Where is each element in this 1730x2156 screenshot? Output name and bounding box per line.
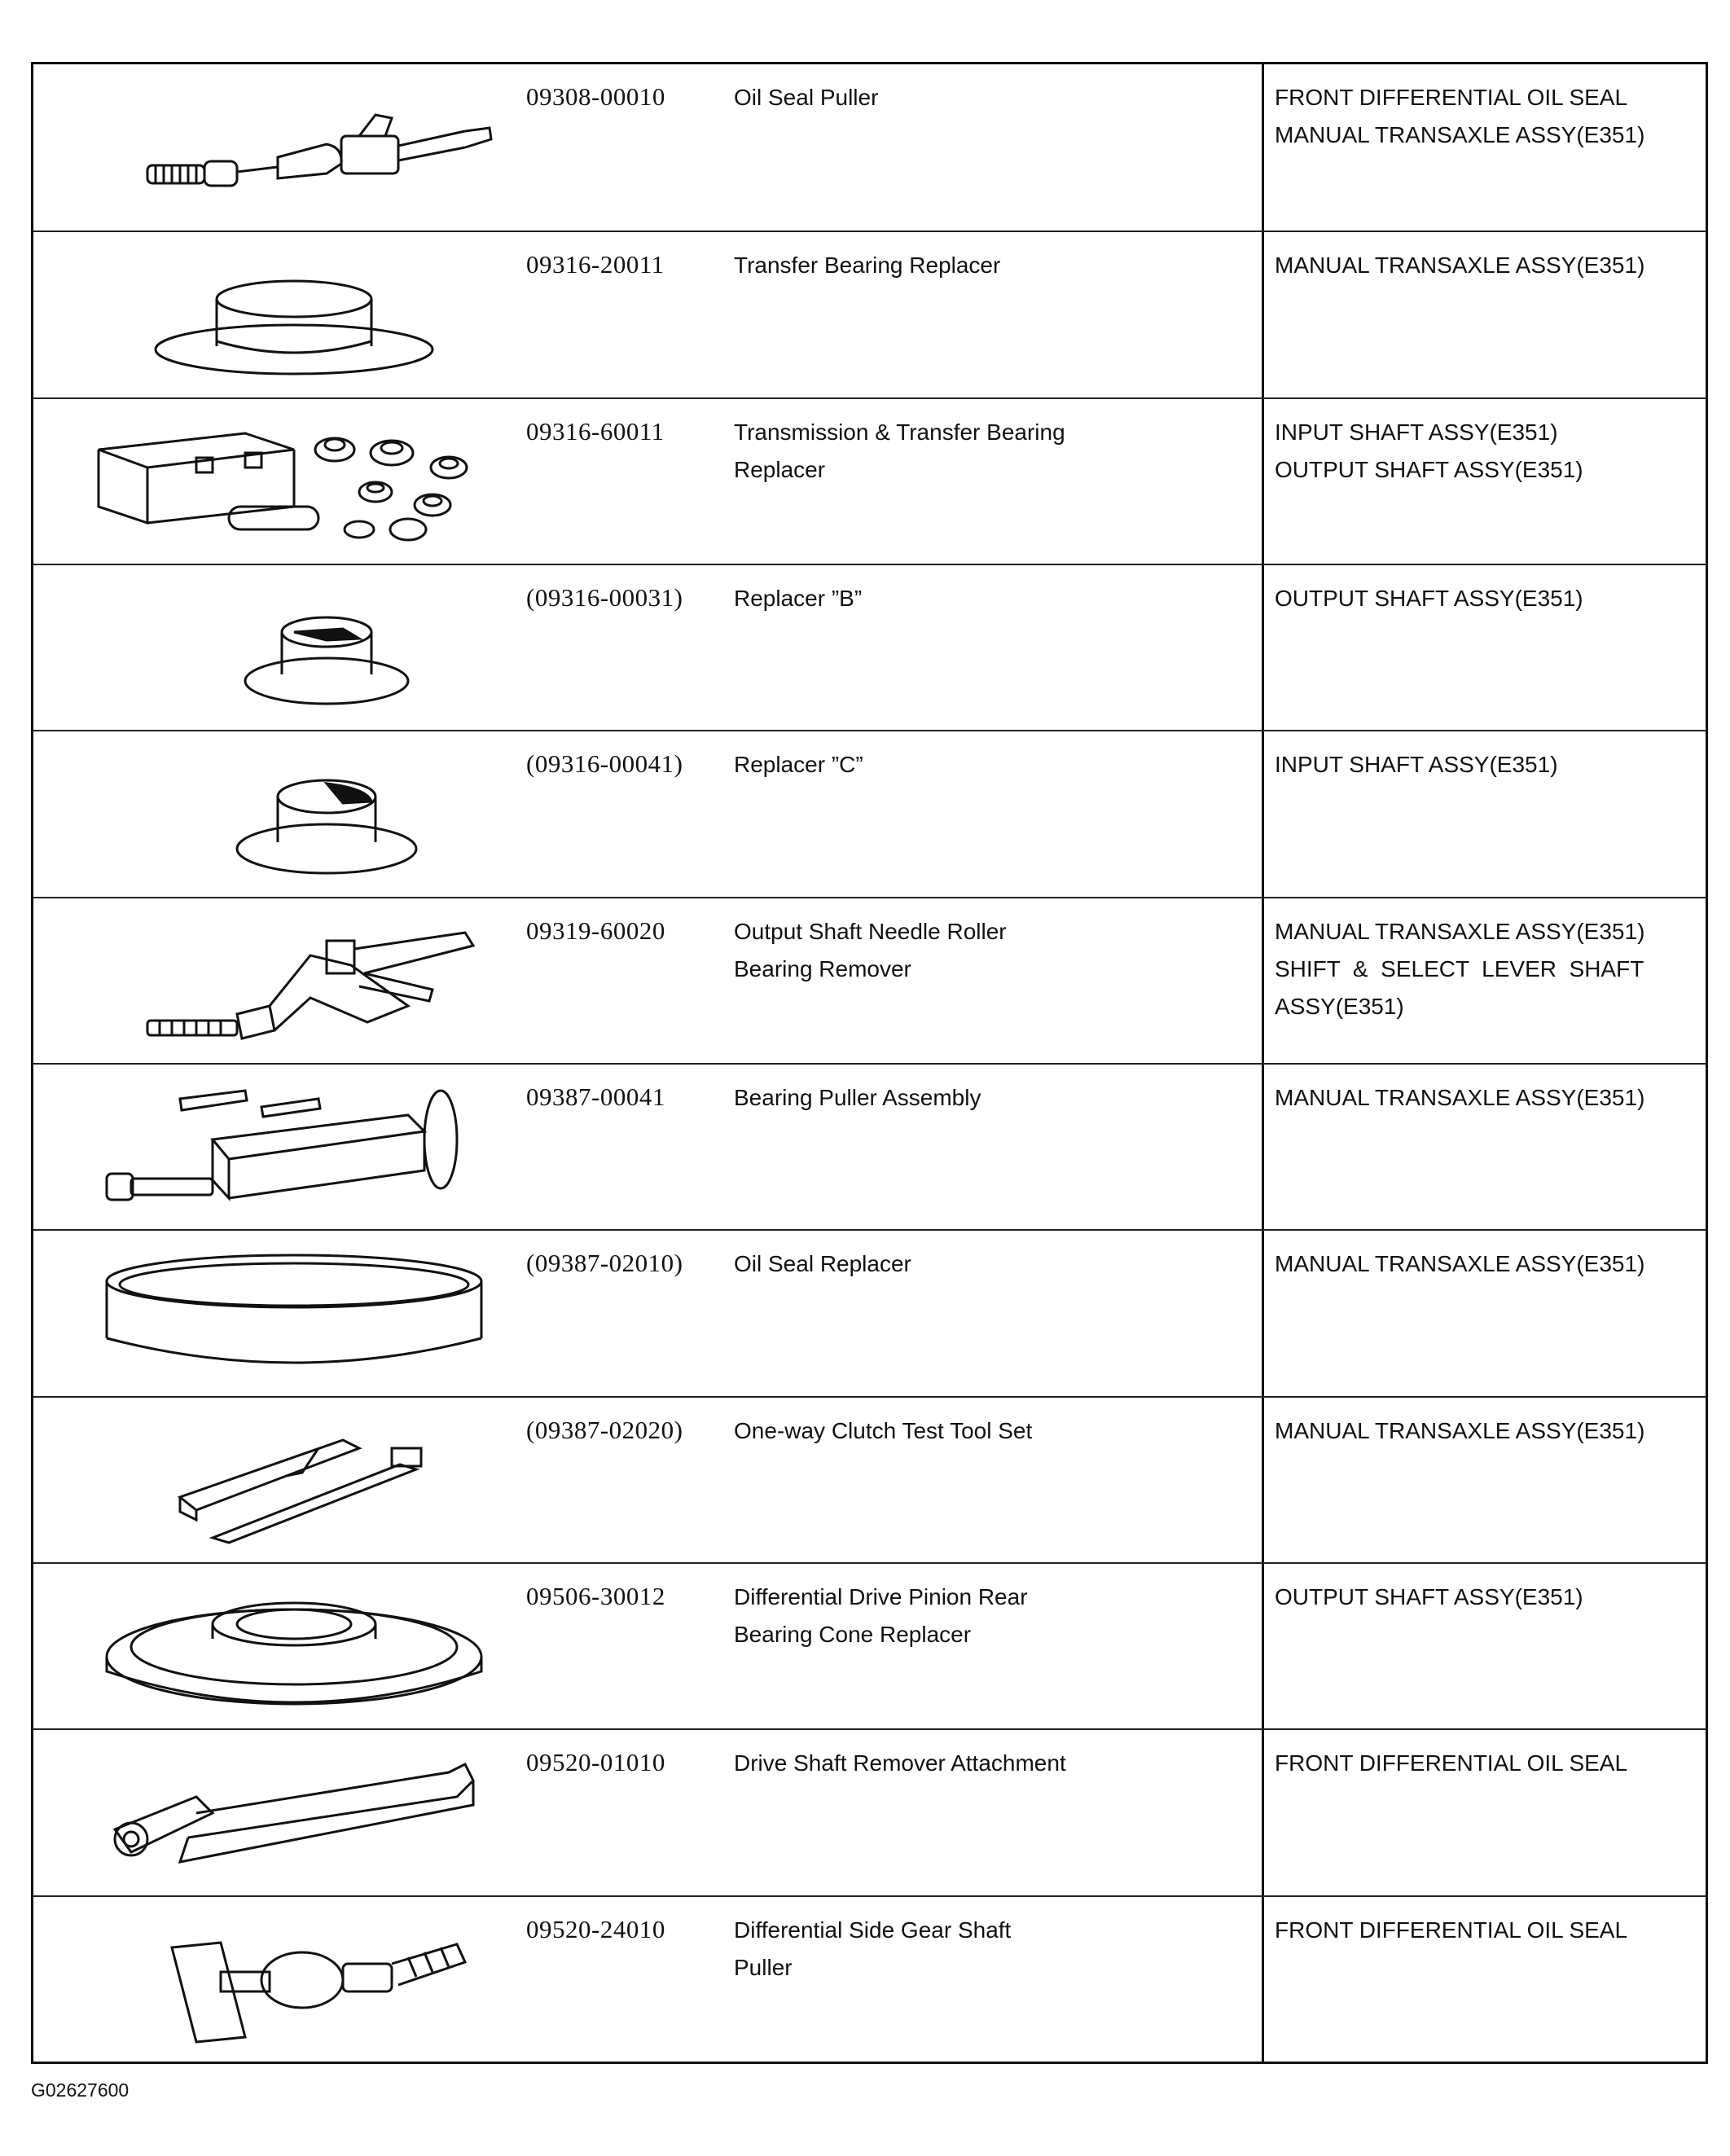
part-name [734,1745,1239,1782]
tool-row [33,1396,1706,1562]
usage-section [1275,746,1698,784]
part-name-line: Bearing Remover [734,955,911,981]
part-number: 09316-20011 [526,250,665,279]
part-name-line: Replacer ”C” [734,752,863,778]
side-gear-shaft-puller-icon [82,1915,506,2045]
part-name-line: Replacer [734,456,826,482]
usage-section [1275,1912,1698,1949]
tool-row [33,397,1706,564]
usage-line: OUTPUT SHAFT ASSY(E351) [1275,586,1583,611]
usage-line: FRONT DIFFERENTIAL OIL SEAL [1275,85,1628,110]
tool-row [33,730,1706,896]
tool-row [33,1063,1706,1229]
tool-row [33,231,1706,397]
usage-section [1275,580,1698,617]
part-name [734,79,1239,116]
usage-section [1275,1079,1698,1117]
usage-section [1275,1579,1698,1616]
clutch-test-tool-icon [82,1416,506,1546]
usage-section [1275,79,1698,154]
part-number: 09319-60020 [526,916,665,945]
part-name-line: Differential Side Gear Shaft [734,1917,1012,1943]
part-number: 09520-01010 [526,1748,665,1777]
usage-section [1275,1412,1698,1450]
part-number: 09520-24010 [526,1914,665,1943]
usage-line: FRONT DIFFERENTIAL OIL SEAL [1275,1917,1628,1943]
tool-row [33,1728,1706,1895]
needle-bearing-remover-icon [82,916,506,1047]
bearing-cone-replacer-icon [82,1582,506,1712]
oil-seal-puller-icon [82,82,506,213]
part-name-line: Drive Shaft Remover Attachment [734,1750,1066,1776]
part-name [734,414,1239,489]
usage-section [1275,1245,1698,1283]
part-number: (09316-00041) [526,749,683,779]
usage-line: OUTPUT SHAFT ASSY(E351) [1275,1584,1583,1609]
part-name [734,913,1239,988]
part-number: (09387-02020) [526,1415,683,1444]
usage-section [1275,414,1698,489]
part-number: (09316-00031) [526,583,683,612]
usage-section [1275,247,1698,284]
replacer-c-icon [82,749,506,880]
special-service-tools-table [31,62,1708,2064]
part-name-line: Differential Drive Pinion Rear [734,1584,1028,1609]
part-number: 09308-00010 [526,82,665,111]
oil-seal-replacer-icon [82,1249,506,1379]
tool-row [33,897,1706,1063]
part-name-line: Replacer ”B” [734,586,863,611]
tool-row [33,1895,1706,2062]
part-name [734,1079,1239,1117]
part-name-line: One-way Clutch Test Tool Set [734,1417,1033,1443]
replacer-b-icon [82,583,506,714]
part-name-line: Oil Seal Replacer [734,1251,911,1277]
part-name [734,247,1239,284]
tool-row [33,1562,1706,1728]
replacer-set-icon [82,417,506,547]
usage-line: MANUAL TRANSAXLE ASSY(E351) [1275,122,1645,147]
bearing-puller-icon [82,1082,506,1213]
usage-line: OUTPUT SHAFT ASSY(E351) [1275,456,1583,482]
tool-row [33,564,1706,730]
usage-line: MANUAL TRANSAXLE ASSY(E351) [1275,1251,1645,1277]
figure-id: G02627600 [31,2079,130,2101]
usage-line: MANUAL TRANSAXLE ASSY(E351) [1275,1085,1645,1110]
usage-line: INPUT SHAFT ASSY(E351) [1275,752,1558,778]
part-name [734,1579,1239,1653]
part-number: 09506-30012 [526,1582,665,1610]
part-name [734,1912,1239,1987]
part-name-line: Bearing Cone Replacer [734,1622,972,1647]
part-name [734,580,1239,617]
tool-row [33,64,1706,231]
part-name-line: Output Shaft Needle Roller [734,918,1007,944]
part-name-line: Oil Seal Puller [734,85,879,110]
usage-line: MANUAL TRANSAXLE ASSY(E351) [1275,252,1645,279]
part-name [734,746,1239,784]
part-name-line: Transfer Bearing Replacer [734,252,1001,279]
part-name-line: Bearing Puller Assembly [734,1085,981,1110]
usage-section [1275,913,1698,1025]
part-name [734,1245,1239,1283]
usage-line: MANUAL TRANSAXLE ASSY(E351) [1275,918,1645,944]
usage-line: INPUT SHAFT ASSY(E351) [1275,419,1558,445]
part-number: (09387-02010) [526,1249,683,1278]
usage-line: SHIFT & SELECT LEVER SHAFT [1275,955,1644,981]
bearing-replacer-icon [82,250,506,380]
usage-line: MANUAL TRANSAXLE ASSY(E351) [1275,1417,1645,1443]
tool-row [33,1229,1706,1395]
part-number: 09387-00041 [526,1082,665,1111]
usage-line: ASSY(E351) [1275,993,1404,1019]
part-number: 09316-60011 [526,416,665,446]
usage-section [1275,1745,1698,1782]
part-name-line: Puller [734,1954,793,1980]
drive-shaft-remover-icon [82,1748,506,1878]
part-name [734,1412,1239,1450]
usage-line: FRONT DIFFERENTIAL OIL SEAL [1275,1750,1628,1776]
part-name-line: Transmission & Transfer Bearing [734,419,1065,445]
